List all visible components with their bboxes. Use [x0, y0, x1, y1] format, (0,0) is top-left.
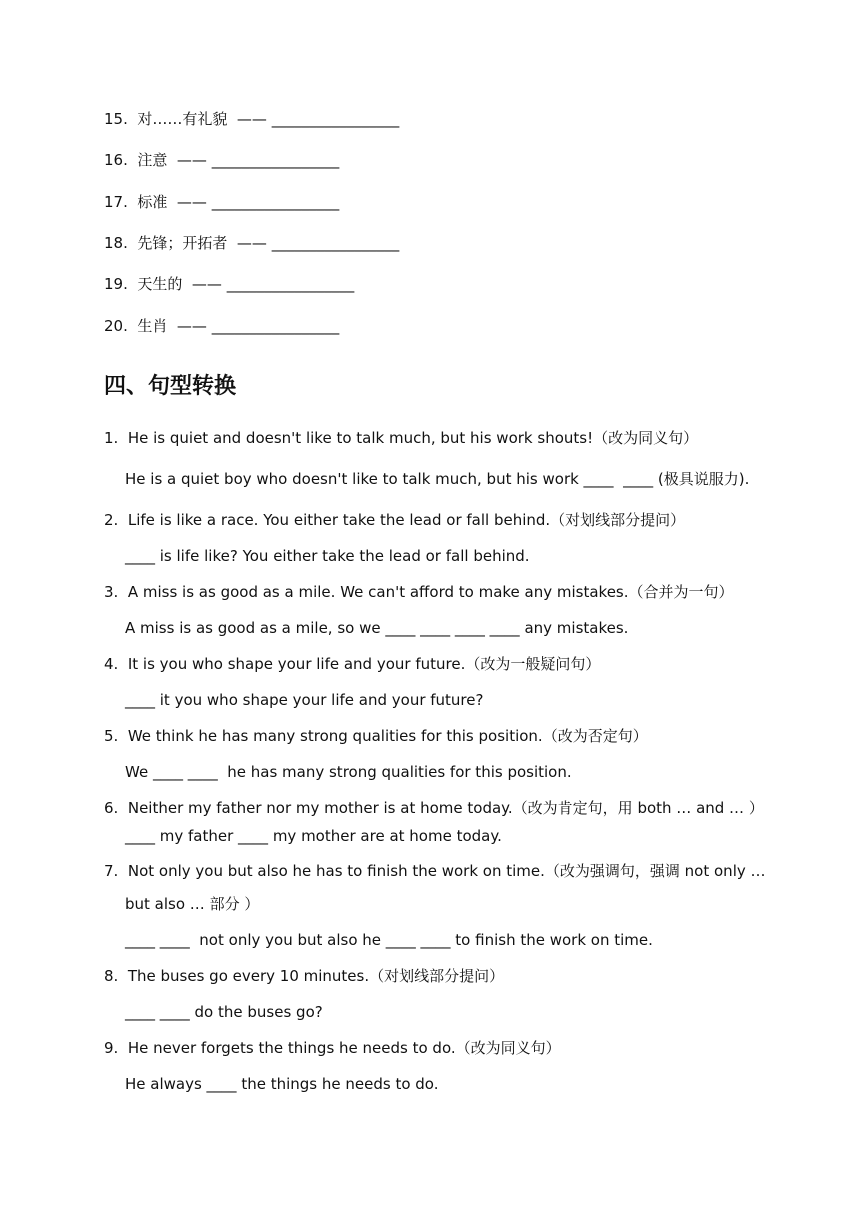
answer-line-2: ____ is life like? You either take the lead or fall behind. [125, 547, 530, 565]
question-7: 7. Not only you but also he has to finish the work on time.（改为强调句，强调 not only … [104, 862, 766, 880]
answer-line-7: ____ ____ not only you but also he ____ ____ to finish the work on time. [125, 931, 653, 949]
vocab-item-16: 16. 注意 —— _________________ [104, 151, 340, 169]
vocab-item-18: 18. 先锋；开拓者 —— _________________ [104, 234, 400, 252]
answer-line-1: He is a quiet boy who doesn't like to talk much, but his work ____ ____ (极具说服力). [125, 470, 750, 488]
vocab-item-19: 19. 天生的 —— _________________ [104, 275, 355, 293]
answer-line-6: ____ my father ____ my mother are at home today. [125, 827, 502, 845]
answer-line-3: A miss is as good as a mile, so we ____ ____ ____ ____ any mistakes. [125, 619, 629, 637]
question-5: 5. We think he has many strong qualities for this position.（改为否定句） [104, 727, 648, 745]
question-1: 1. He is quiet and doesn't like to talk much, but his work shouts!（改为同义句） [104, 429, 699, 447]
question-9: 9. He never forgets the things he needs to do.（改为同义句） [104, 1039, 561, 1057]
vocab-item-15: 15. 对……有礼貌 —— _________________ [104, 110, 400, 128]
question-8: 8. The buses go every 10 minutes.（对划线部分提问） [104, 967, 505, 985]
answer-line-9: He always ____ the things he needs to do. [125, 1075, 439, 1093]
question-3: 3. A miss is as good as a mile. We can't afford to make any mistakes.（合并为一句） [104, 583, 734, 601]
question-4: 4. It is you who shape your life and your future.（改为一般疑问句） [104, 655, 601, 673]
section-title: 四、句型转换 [104, 374, 237, 399]
question-7-continued: but also … 部分 ） [125, 895, 260, 913]
vocab-item-17: 17. 标准 —— _________________ [104, 193, 340, 211]
question-2: 2. Life is like a race. You either take the lead or fall behind.（对划线部分提问） [104, 511, 686, 529]
question-6: 6. Neither my father nor my mother is at home today.（改为肯定句，用 both … and … ） [104, 799, 764, 817]
answer-line-4: ____ it you who shape your life and your future? [125, 691, 484, 709]
answer-line-5: We ____ ____ he has many strong qualities for this position. [125, 763, 572, 781]
answer-line-8: ____ ____ do the buses go? [125, 1003, 323, 1021]
vocab-item-20: 20. 生肖 —— _________________ [104, 317, 340, 335]
